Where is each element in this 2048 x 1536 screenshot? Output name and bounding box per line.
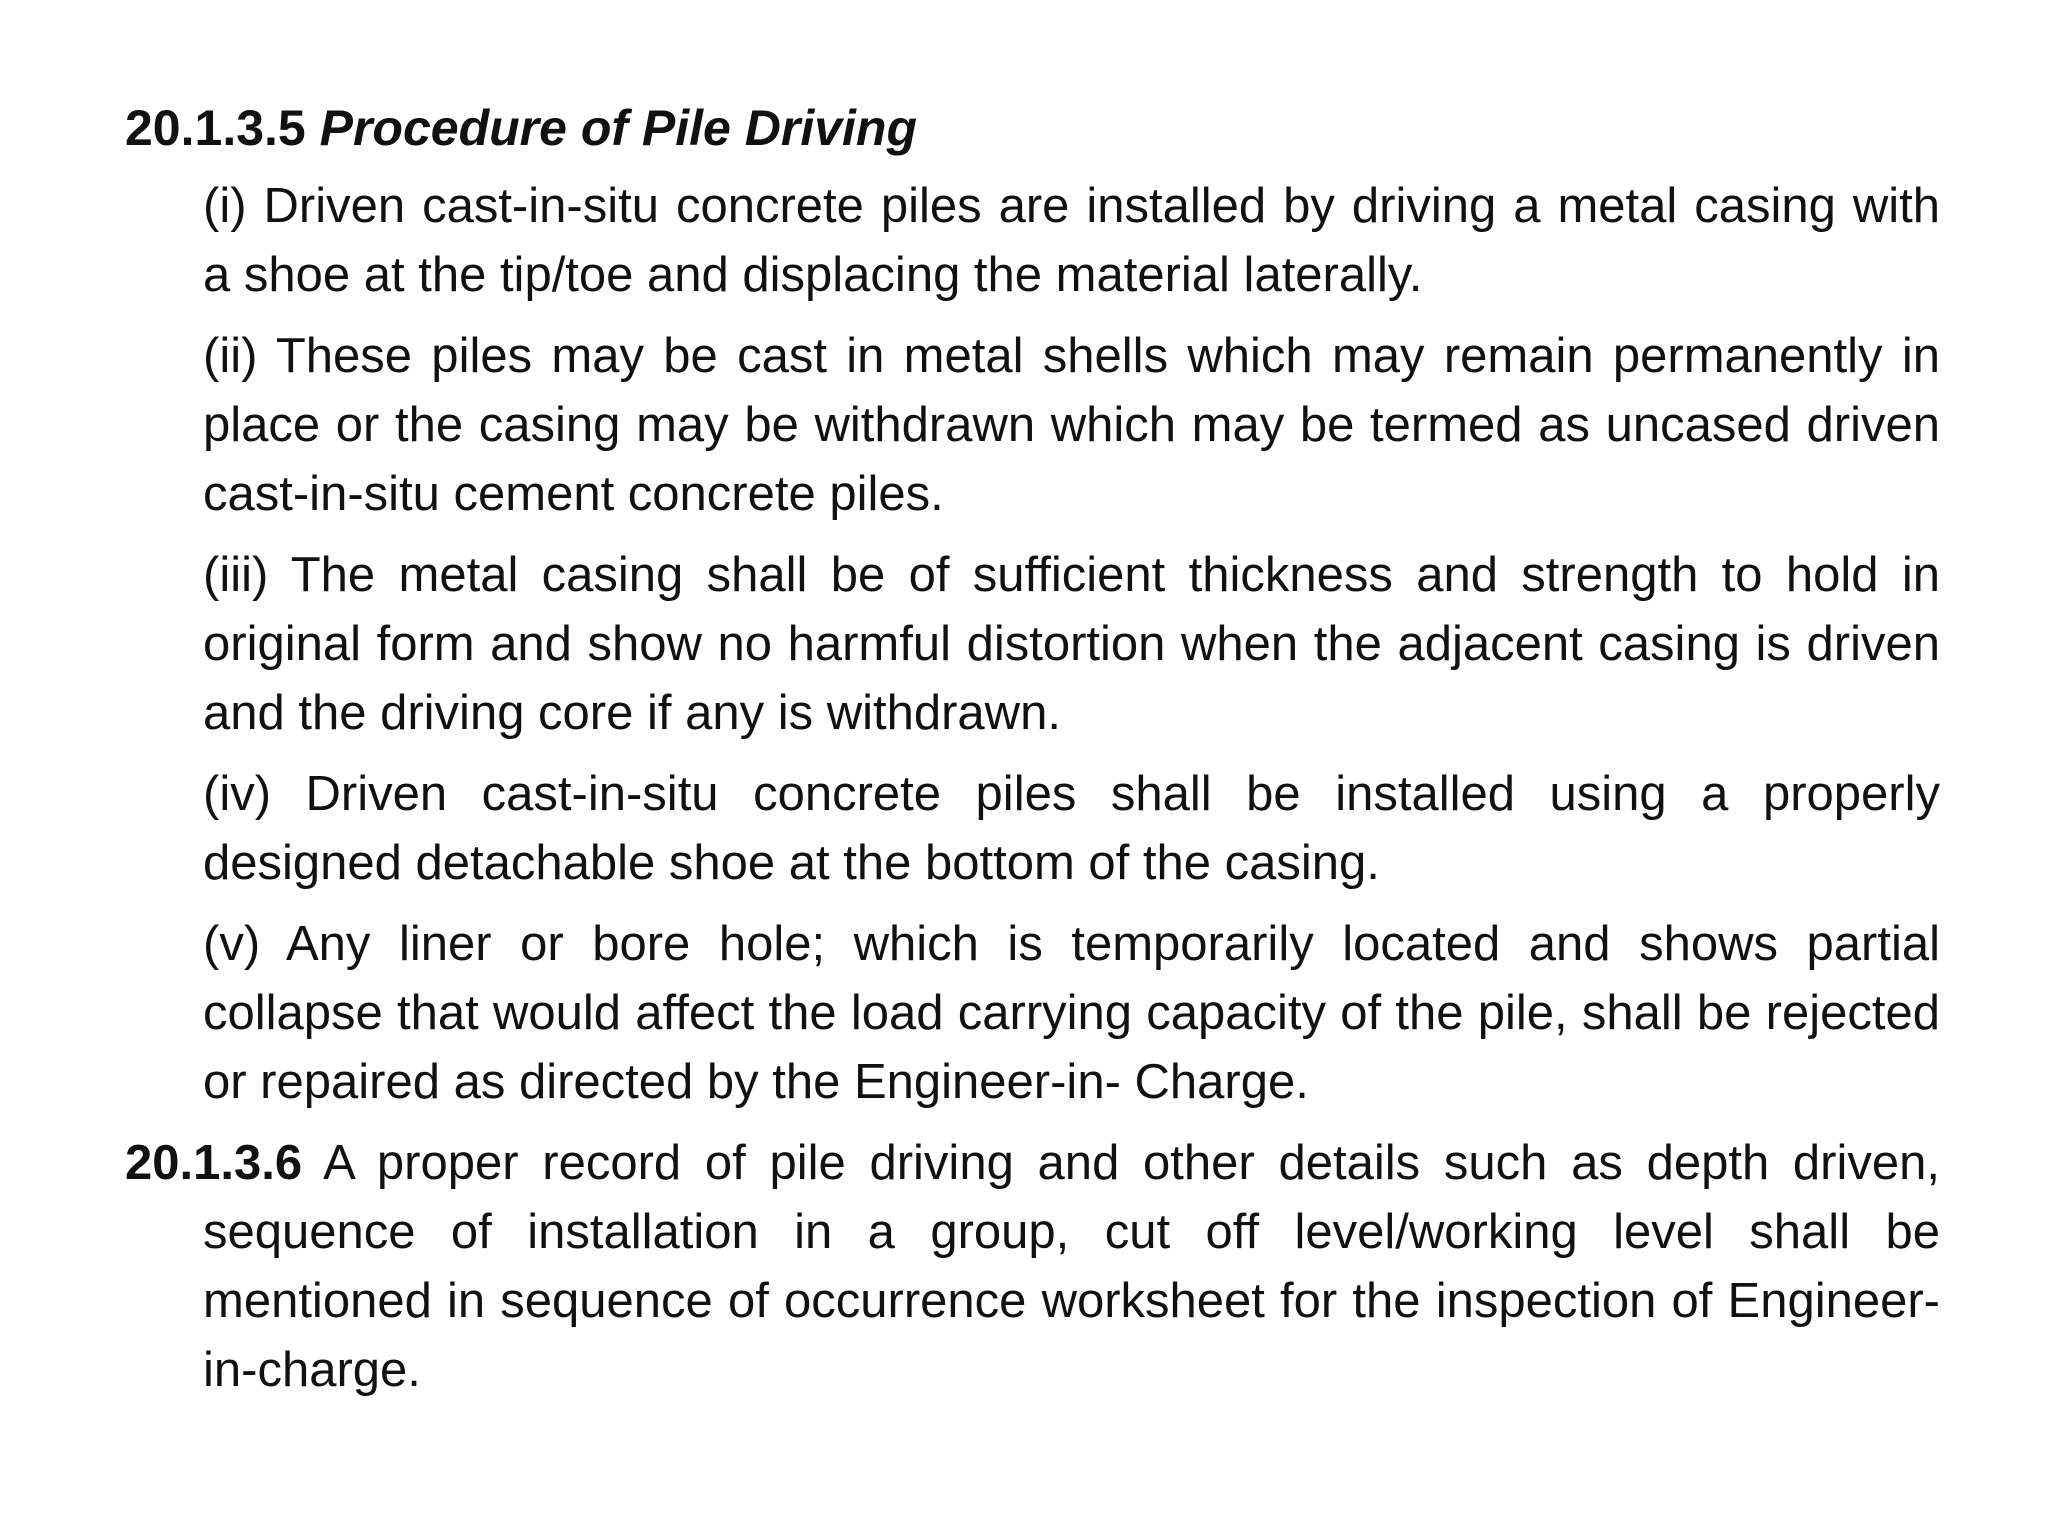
- section-number: 20.1.3.6: [125, 1136, 303, 1190]
- document-page: [125, 96, 1940, 1405]
- list-item: (v) Any liner or bore hole; which is temporarily located and shows partial collapse that would affect the load carrying capacity of the pile, shall be rejected or repaired as directed by the Engineer-in- Charge.: [203, 917, 1940, 1109]
- section-paragraph: [125, 1129, 1940, 1405]
- list-item: (iv) Driven cast-in-situ concrete piles shall be installed using a properly designed detachable shoe at the bottom of the casing.: [203, 767, 1940, 890]
- list-item: (iii) The metal casing shall be of sufficient thickness and strength to hold in original form and show no harmful distortion when the adjacent casing is driven and the driving core if any is withdrawn.: [203, 548, 1940, 740]
- section-text: A proper record of pile driving and other details such as depth driven, sequence of installation in a group, cut off level/working level shall be mentioned in sequence of occurrence worksheet for the inspection of Engineer-in-charge.: [203, 1136, 1940, 1397]
- section-title: Procedure of Pile Driving: [319, 100, 917, 156]
- section-number: 20.1.3.5: [125, 100, 306, 156]
- section-heading: [125, 96, 1940, 160]
- list-item: (i) Driven cast-in-situ concrete piles are installed by driving a metal casing with a shoe at the tip/toe and displacing the material laterally.: [203, 179, 1940, 302]
- list-item: (ii) These piles may be cast in metal shells which may remain permanently in place or the casing may be withdrawn which may be termed as uncased driven cast-in-situ cement concrete piles.: [203, 329, 1940, 521]
